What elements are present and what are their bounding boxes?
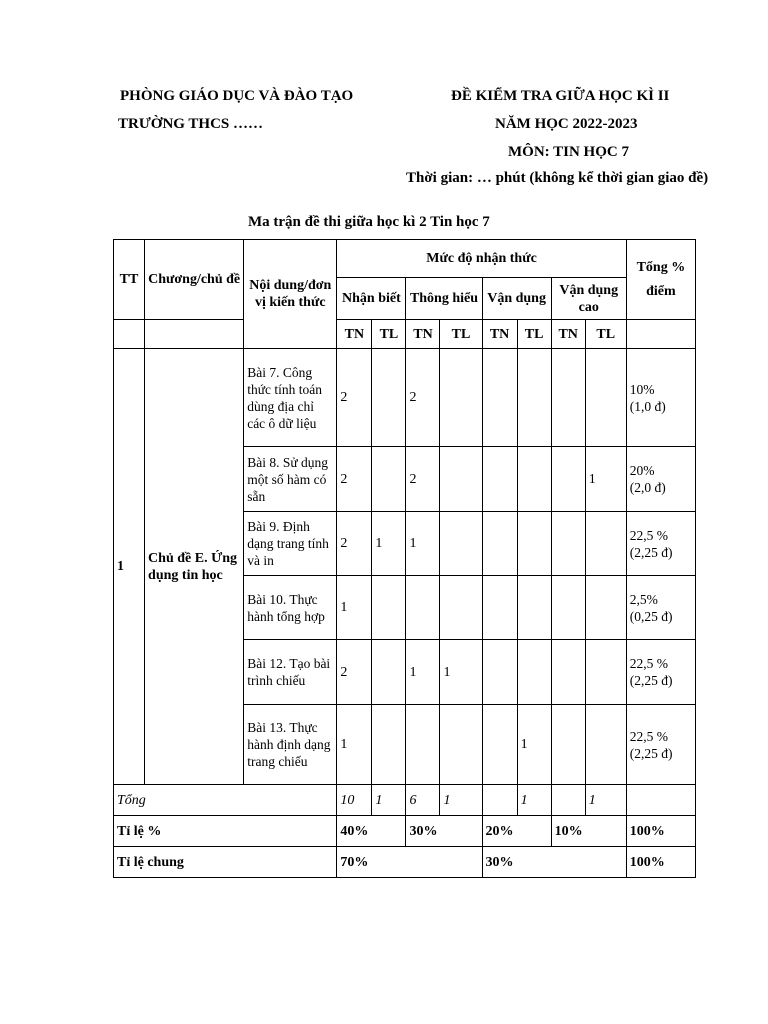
count-cell: 2 bbox=[337, 512, 372, 576]
percent-cell bbox=[626, 576, 695, 640]
count-cell bbox=[517, 576, 551, 640]
percent-value: 22,5 % bbox=[629, 527, 669, 543]
count-cell: 2 bbox=[337, 349, 372, 447]
overall-ratio-cell: 30% bbox=[482, 847, 626, 878]
level-nhan-biet: Nhận biết bbox=[337, 278, 406, 320]
level-van-dung-cao: Vận dụng cao bbox=[551, 278, 626, 320]
count-cell bbox=[406, 705, 440, 785]
overall-ratio-total: 100% bbox=[626, 847, 695, 878]
col-total: Tổng % điểm bbox=[626, 240, 695, 320]
percent-cell bbox=[626, 705, 695, 785]
count-cell bbox=[406, 576, 440, 640]
count-cell bbox=[585, 576, 626, 640]
lesson-cell: Bài 9. Định dạng trang tính và in bbox=[244, 512, 337, 576]
col-chapter: Chương/chủ đề bbox=[145, 240, 244, 320]
points-value: (2,25 đ) bbox=[629, 673, 673, 688]
percent-value: 22,5 % bbox=[629, 656, 669, 671]
total-cell: 10 bbox=[337, 785, 372, 816]
count-cell bbox=[517, 447, 551, 512]
lesson-cell: Bài 10. Thực hành tổng hợp bbox=[244, 576, 337, 640]
count-cell bbox=[372, 640, 406, 705]
percent-value: 2,5% bbox=[629, 591, 658, 607]
sub-header: TN bbox=[406, 320, 440, 349]
ratio-cell: 20% bbox=[482, 816, 551, 847]
sub-header: TN bbox=[551, 320, 585, 349]
count-cell bbox=[551, 349, 585, 447]
exam-matrix-table bbox=[113, 239, 696, 878]
overall-ratio-row bbox=[114, 847, 696, 878]
section-tt: 1 bbox=[114, 349, 145, 785]
count-cell bbox=[551, 705, 585, 785]
sub-header: TL bbox=[585, 320, 626, 349]
ratio-cell: 40% bbox=[337, 816, 406, 847]
header-row-3 bbox=[114, 320, 696, 349]
count-cell bbox=[585, 512, 626, 576]
count-cell bbox=[482, 447, 517, 512]
level-van-dung: Vận dụng bbox=[482, 278, 551, 320]
total-label: Tổng bbox=[114, 785, 337, 816]
count-cell bbox=[482, 576, 517, 640]
count-cell bbox=[440, 576, 482, 640]
count-cell bbox=[440, 705, 482, 785]
points-value: (2,0 đ) bbox=[629, 480, 666, 495]
department-name: PHÒNG GIÁO DỤC VÀ ĐÀO TẠO bbox=[120, 88, 354, 104]
blank-cell bbox=[145, 320, 244, 349]
section-chapter: Chủ đề E. Ứng dụng tin học bbox=[145, 349, 244, 785]
percent-value: 22,5 % bbox=[629, 728, 669, 744]
count-cell bbox=[517, 512, 551, 576]
count-cell bbox=[517, 349, 551, 447]
percent-value: 20% bbox=[629, 463, 655, 478]
col-tt: TT bbox=[114, 240, 145, 320]
blank-cell bbox=[626, 320, 695, 349]
sub-header: TL bbox=[372, 320, 406, 349]
blank-cell bbox=[114, 320, 145, 349]
count-cell bbox=[551, 447, 585, 512]
exam-title: ĐỀ KIỂM TRA GIỮA HỌC KÌ II bbox=[451, 88, 670, 104]
points-value: (0,25 đ) bbox=[629, 608, 673, 624]
points-value: (1,0 đ) bbox=[629, 398, 666, 414]
points-value: (2,25 đ) bbox=[629, 544, 673, 560]
points-value: (2,25 đ) bbox=[629, 745, 673, 761]
count-cell bbox=[585, 640, 626, 705]
duration: Thời gian: … phút (không kể thời gian giao đề) bbox=[406, 170, 709, 186]
sub-header: TN bbox=[482, 320, 517, 349]
total-row bbox=[114, 785, 696, 816]
col-content: Nội dung/đơn vị kiến thức bbox=[244, 240, 337, 349]
count-cell: 2 bbox=[406, 447, 440, 512]
count-cell: 1 bbox=[440, 640, 482, 705]
count-cell: 1 bbox=[337, 705, 372, 785]
count-cell: 1 bbox=[517, 705, 551, 785]
ratio-cell: 30% bbox=[406, 816, 482, 847]
percent-cell bbox=[626, 640, 695, 705]
sub-header: TN bbox=[337, 320, 372, 349]
percent-cell bbox=[626, 447, 695, 512]
lesson-cell: Bài 7. Công thức tính toán dùng địa chỉ các ô dữ liệu bbox=[244, 349, 337, 447]
total-cell: 1 bbox=[517, 785, 551, 816]
count-cell: 2 bbox=[337, 640, 372, 705]
level-thong-hieu: Thông hiểu bbox=[406, 278, 482, 320]
count-cell bbox=[551, 640, 585, 705]
ratio-label: Tỉ lệ % bbox=[114, 816, 337, 847]
percent-cell bbox=[626, 512, 695, 576]
total-cell bbox=[482, 785, 517, 816]
count-cell bbox=[372, 576, 406, 640]
count-cell bbox=[551, 512, 585, 576]
overall-ratio-cell: 70% bbox=[337, 847, 482, 878]
table-row bbox=[114, 349, 696, 447]
count-cell bbox=[372, 447, 406, 512]
count-cell bbox=[517, 640, 551, 705]
count-cell bbox=[482, 640, 517, 705]
overall-ratio-label: Tỉ lệ chung bbox=[114, 847, 337, 878]
ratio-total: 100% bbox=[626, 816, 695, 847]
lesson-cell: Bài 13. Thực hành định dạng trang chiếu bbox=[244, 705, 337, 785]
header-row-1 bbox=[114, 240, 696, 278]
count-cell bbox=[551, 576, 585, 640]
count-cell bbox=[585, 705, 626, 785]
ratio-row bbox=[114, 816, 696, 847]
count-cell: 2 bbox=[406, 349, 440, 447]
lesson-cell: Bài 12. Tạo bài trình chiếu bbox=[244, 640, 337, 705]
total-cell: 1 bbox=[440, 785, 482, 816]
count-cell: 1 bbox=[337, 576, 372, 640]
matrix-title: Ma trận đề thi giữa học kì 2 Tin học 7 bbox=[248, 214, 490, 230]
count-cell: 1 bbox=[406, 640, 440, 705]
count-cell: 1 bbox=[406, 512, 440, 576]
subject: MÔN: TIN HỌC 7 bbox=[508, 144, 629, 160]
lesson-cell: Bài 8. Sử dụng một số hàm có sẵn bbox=[244, 447, 337, 512]
ratio-cell: 10% bbox=[551, 816, 626, 847]
count-cell: 1 bbox=[585, 447, 626, 512]
count-cell bbox=[440, 349, 482, 447]
total-cell: 1 bbox=[372, 785, 406, 816]
count-cell bbox=[372, 349, 406, 447]
percent-cell bbox=[626, 349, 695, 447]
total-cell: 6 bbox=[406, 785, 440, 816]
count-cell bbox=[482, 512, 517, 576]
count-cell: 2 bbox=[337, 447, 372, 512]
sub-header: TL bbox=[440, 320, 482, 349]
school-name: TRƯỜNG THCS …… bbox=[118, 116, 264, 132]
count-cell bbox=[482, 705, 517, 785]
school-year: NĂM HỌC 2022-2023 bbox=[495, 116, 638, 132]
count-cell: 1 bbox=[372, 512, 406, 576]
sub-header: TL bbox=[517, 320, 551, 349]
total-cell bbox=[626, 785, 695, 816]
total-cell bbox=[551, 785, 585, 816]
total-cell: 1 bbox=[585, 785, 626, 816]
count-cell bbox=[440, 447, 482, 512]
percent-value: 10% bbox=[629, 381, 655, 397]
col-level: Mức độ nhận thức bbox=[337, 240, 626, 278]
count-cell bbox=[372, 705, 406, 785]
count-cell bbox=[585, 349, 626, 447]
count-cell bbox=[482, 349, 517, 447]
count-cell bbox=[440, 512, 482, 576]
